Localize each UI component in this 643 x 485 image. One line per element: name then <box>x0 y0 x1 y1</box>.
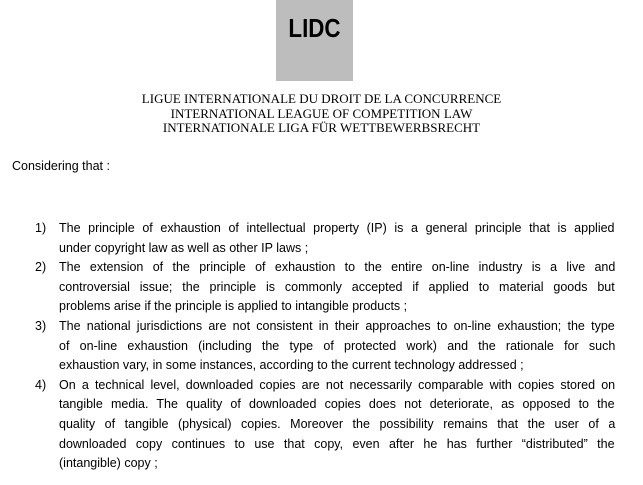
list-item <box>35 258 615 317</box>
considerations-list <box>35 219 615 474</box>
list-item-line: of on-line exhaustion (including the type of protected work) and the rationale for such <box>59 338 616 353</box>
list-item <box>35 219 615 258</box>
logo-text: LIDC <box>288 13 341 43</box>
list-item-number: 1) <box>35 221 47 235</box>
list-item-line: The national jurisdictions are not consistent in their approaches to on-line exhaustion; the type <box>59 318 615 333</box>
list-item-line: quality of tangible (physical) copies. Moreover the possibility remains that the user of a <box>59 416 616 431</box>
list-item-line: The extension of the principle of exhaustion to the entire on-line industry is a live and <box>59 260 616 275</box>
list-item-number: 3) <box>35 318 47 333</box>
list-item-line: under copyright law as well as other IP laws ; <box>59 240 309 255</box>
list-item-line: tangible media. The quality of downloaded copies does not deteriorate, as opposed to the <box>59 397 615 412</box>
org-name-german: INTERNATIONALE LIGA FÜR WETTBEWERBSRECHT <box>162 120 481 135</box>
list-item <box>35 317 615 376</box>
list-item-line: The principle of exhaustion of intellectual property (IP) is a general principle that is applied <box>59 221 615 235</box>
list-item-line: controversial issue; the principle is commonly accepted if applied to material goods but <box>59 279 615 294</box>
list-item-line: (intangible) copy ; <box>59 456 158 471</box>
list-item-number: 2) <box>35 260 47 275</box>
list-item-line: On a technical level, downloaded copies are not necessarily comparable with copies stored on <box>59 377 616 392</box>
list-item-line: downloaded copy continues to use that copy, even after he has further “distributed” the <box>59 436 615 451</box>
org-name-french: LIGUE INTERNATIONALE DU DROIT DE LA CONCURRENCE <box>141 91 502 106</box>
organization-names <box>0 92 643 136</box>
list-item-number: 4) <box>35 377 47 392</box>
org-name-english: INTERNATIONAL LEAGUE OF COMPETITION LAW <box>170 105 473 121</box>
list-item <box>35 376 615 474</box>
list-item-line: exhaustion vary, in some instances, according to the current technology addressed ; <box>59 358 524 373</box>
intro-text: Considering that : <box>12 159 110 173</box>
list-item-line: problems arise if the principle is applied to intangible products ; <box>59 299 408 314</box>
lidc-logo <box>276 0 353 81</box>
